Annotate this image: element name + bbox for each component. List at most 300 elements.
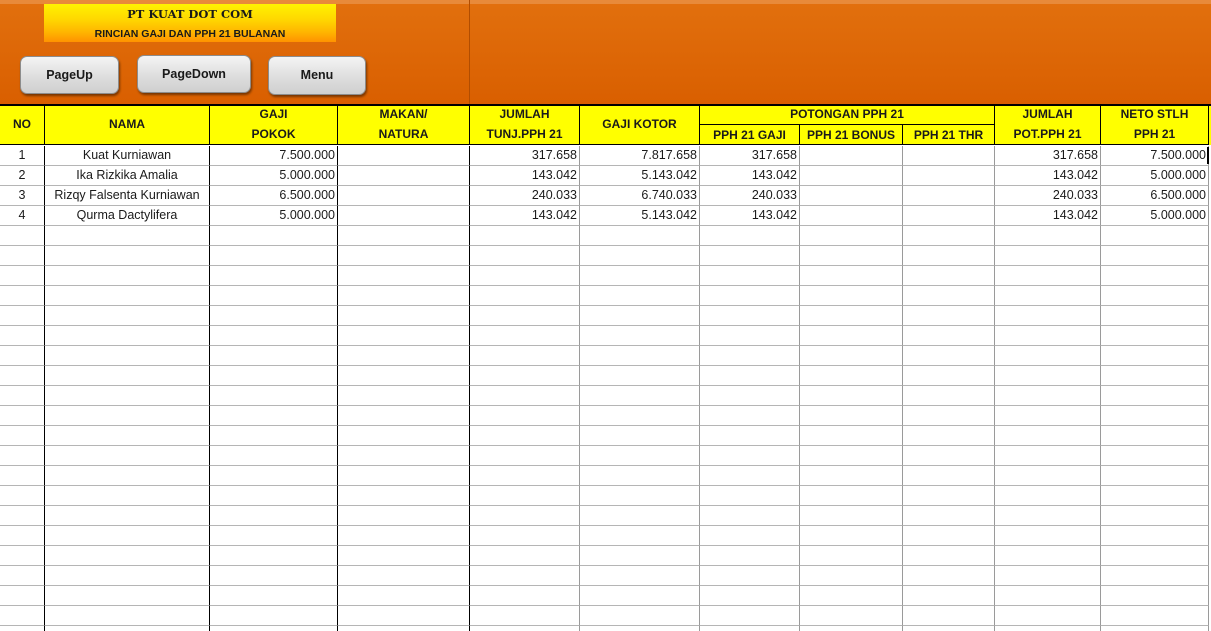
cell-gaji-pokok[interactable]: 5.000.000 (210, 206, 338, 226)
cell-pph21-bonus[interactable] (800, 326, 903, 346)
cell-jumlah-tunj[interactable] (470, 486, 580, 506)
cell-jumlah-pot[interactable] (995, 306, 1101, 326)
cell-makan-natura[interactable] (338, 626, 470, 631)
cell-jumlah-tunj[interactable] (470, 266, 580, 286)
cell-jumlah-tunj[interactable] (470, 246, 580, 266)
cell-no[interactable] (0, 426, 45, 446)
cell-jumlah-pot[interactable] (995, 546, 1101, 566)
cell-pph21-bonus[interactable] (800, 466, 903, 486)
cell-makan-natura[interactable] (338, 366, 470, 386)
cell-gaji-pokok[interactable] (210, 626, 338, 631)
col-header-nama: NAMA (45, 104, 210, 145)
cell-nama[interactable] (45, 626, 210, 631)
cell-pph21-thr[interactable] (903, 146, 995, 166)
cell-nama[interactable] (45, 546, 210, 566)
cell-pph21-bonus[interactable] (800, 566, 903, 586)
cell-neto[interactable] (1101, 306, 1209, 326)
cell-pph21-bonus[interactable] (800, 526, 903, 546)
cell-jumlah-tunj[interactable] (470, 426, 580, 446)
cell-gaji-pokok[interactable] (210, 446, 338, 466)
cell-pph21-thr[interactable] (903, 426, 995, 446)
cell-pph21-thr[interactable] (903, 526, 995, 546)
cell-jumlah-pot[interactable] (995, 566, 1101, 586)
cell-gaji-kotor[interactable] (580, 426, 700, 446)
cell-jumlah-pot[interactable] (995, 406, 1101, 426)
cell-jumlah-tunj[interactable] (470, 226, 580, 246)
cell-pph21-thr[interactable] (903, 306, 995, 326)
cell-gaji-pokok[interactable] (210, 486, 338, 506)
cell-pph21-gaji[interactable] (700, 566, 800, 586)
cell-no[interactable]: 4 (0, 206, 45, 226)
cell-gaji-pokok[interactable] (210, 246, 338, 266)
col-header-jumlah-tunj: JUMLAH TUNJ.PPH 21 (470, 104, 580, 145)
cell-nama[interactable]: Ika Rizkika Amalia (45, 166, 210, 186)
cell-gaji-pokok[interactable] (210, 346, 338, 366)
cell-gaji-kotor[interactable]: 7.817.658 (580, 146, 700, 166)
cell-jumlah-pot[interactable] (995, 346, 1101, 366)
cell-neto[interactable] (1101, 426, 1209, 446)
cell-pph21-thr[interactable] (903, 246, 995, 266)
cell-nama[interactable] (45, 566, 210, 586)
cell-neto[interactable] (1101, 486, 1209, 506)
cell-pph21-gaji[interactable] (700, 506, 800, 526)
cell-gaji-pokok[interactable] (210, 526, 338, 546)
cell-gaji-kotor[interactable] (580, 586, 700, 606)
cell-jumlah-pot[interactable] (995, 486, 1101, 506)
cell-nama[interactable] (45, 506, 210, 526)
cell-gaji-kotor[interactable] (580, 346, 700, 366)
cell-pph21-bonus[interactable] (800, 406, 903, 426)
cell-makan-natura[interactable] (338, 566, 470, 586)
empty-row (0, 446, 1211, 466)
cell-jumlah-tunj[interactable]: 143.042 (470, 206, 580, 226)
cell-no[interactable] (0, 266, 45, 286)
empty-row (0, 406, 1211, 426)
cell-gaji-kotor[interactable]: 5.143.042 (580, 206, 700, 226)
cell-pph21-gaji[interactable] (700, 226, 800, 246)
table-row (0, 146, 1211, 166)
cell-jumlah-pot[interactable] (995, 326, 1101, 346)
cell-gaji-kotor[interactable] (580, 306, 700, 326)
cell-gaji-kotor[interactable] (580, 526, 700, 546)
cell-gaji-pokok[interactable] (210, 366, 338, 386)
cell-nama[interactable] (45, 606, 210, 626)
empty-row (0, 306, 1211, 326)
cell-neto[interactable] (1101, 246, 1209, 266)
cell-pph21-bonus[interactable] (800, 186, 903, 206)
cell-gaji-kotor[interactable]: 6.740.033 (580, 186, 700, 206)
cell-pph21-bonus[interactable] (800, 166, 903, 186)
cell-nama[interactable]: Kuat Kurniawan (45, 146, 210, 166)
cell-pph21-thr[interactable] (903, 366, 995, 386)
cell-pph21-gaji[interactable] (700, 446, 800, 466)
cell-jumlah-tunj[interactable] (470, 626, 580, 631)
cell-pph21-thr[interactable] (903, 506, 995, 526)
col-header-pph21-thr: PPH 21 THR (903, 125, 995, 145)
empty-row (0, 506, 1211, 526)
empty-row (0, 346, 1211, 366)
cell-gaji-pokok[interactable] (210, 286, 338, 306)
cell-neto[interactable] (1101, 606, 1209, 626)
cell-jumlah-pot[interactable] (995, 366, 1101, 386)
cell-gaji-pokok[interactable]: 5.000.000 (210, 166, 338, 186)
cell-gaji-kotor[interactable] (580, 446, 700, 466)
menu-button[interactable]: Menu (268, 56, 366, 95)
cell-makan-natura[interactable] (338, 386, 470, 406)
cell-pph21-gaji[interactable] (700, 266, 800, 286)
cell-jumlah-pot[interactable] (995, 626, 1101, 631)
cell-neto[interactable]: 5.000.000 (1101, 166, 1209, 186)
cell-makan-natura[interactable] (338, 506, 470, 526)
cell-pph21-gaji[interactable] (700, 426, 800, 446)
empty-row (0, 246, 1211, 266)
cell-pph21-bonus[interactable] (800, 486, 903, 506)
cell-jumlah-tunj[interactable] (470, 546, 580, 566)
cell-no[interactable] (0, 446, 45, 466)
cell-pph21-gaji[interactable] (700, 546, 800, 566)
cell-pph21-gaji[interactable] (700, 386, 800, 406)
cell-no[interactable] (0, 346, 45, 366)
cell-no[interactable] (0, 226, 45, 246)
cell-pph21-bonus[interactable] (800, 286, 903, 306)
cell-pph21-gaji[interactable] (700, 346, 800, 366)
cell-gaji-pokok[interactable] (210, 226, 338, 246)
cell-makan-natura[interactable] (338, 206, 470, 226)
col-header-jumlah-pot: JUMLAH POT.PPH 21 (995, 104, 1101, 145)
cell-jumlah-tunj[interactable] (470, 386, 580, 406)
empty-row (0, 326, 1211, 346)
cell-pph21-thr[interactable] (903, 586, 995, 606)
table-row (0, 166, 1211, 186)
cell-nama[interactable] (45, 286, 210, 306)
cell-pph21-bonus[interactable] (800, 446, 903, 466)
cell-no[interactable] (0, 486, 45, 506)
empty-row (0, 366, 1211, 386)
cell-gaji-pokok[interactable] (210, 406, 338, 426)
cell-no[interactable]: 1 (0, 146, 45, 166)
cell-neto[interactable] (1101, 506, 1209, 526)
cell-nama[interactable] (45, 466, 210, 486)
cell-pph21-thr[interactable] (903, 346, 995, 366)
cell-makan-natura[interactable] (338, 466, 470, 486)
cell-gaji-pokok[interactable]: 6.500.000 (210, 186, 338, 206)
cell-jumlah-pot[interactable] (995, 246, 1101, 266)
cell-jumlah-pot[interactable] (995, 426, 1101, 446)
cell-pph21-gaji[interactable] (700, 466, 800, 486)
cell-gaji-pokok[interactable] (210, 306, 338, 326)
cell-pph21-gaji[interactable] (700, 606, 800, 626)
cell-no[interactable] (0, 326, 45, 346)
cell-makan-natura[interactable] (338, 286, 470, 306)
cell-nama[interactable] (45, 586, 210, 606)
cell-jumlah-tunj[interactable]: 240.033 (470, 186, 580, 206)
cell-nama[interactable]: Qurma Dactylifera (45, 206, 210, 226)
cell-gaji-kotor[interactable] (580, 466, 700, 486)
cell-nama[interactable] (45, 306, 210, 326)
cell-pph21-bonus[interactable] (800, 146, 903, 166)
cell-neto[interactable] (1101, 526, 1209, 546)
cell-no[interactable] (0, 506, 45, 526)
cell-nama[interactable]: Rizqy Falsenta Kurniawan (45, 186, 210, 206)
cell-jumlah-pot[interactable] (995, 446, 1101, 466)
cell-pph21-thr[interactable] (903, 486, 995, 506)
cell-neto[interactable] (1101, 626, 1209, 631)
cell-no[interactable] (0, 366, 45, 386)
cell-gaji-kotor[interactable] (580, 286, 700, 306)
cell-pph21-thr[interactable] (903, 466, 995, 486)
cell-jumlah-tunj[interactable] (470, 586, 580, 606)
cell-pph21-bonus[interactable] (800, 306, 903, 326)
cell-makan-natura[interactable] (338, 226, 470, 246)
cell-makan-natura[interactable] (338, 486, 470, 506)
cell-gaji-pokok[interactable] (210, 546, 338, 566)
cell-pph21-thr[interactable] (903, 566, 995, 586)
cell-makan-natura[interactable] (338, 526, 470, 546)
cell-pph21-gaji[interactable] (700, 286, 800, 306)
cell-neto[interactable] (1101, 586, 1209, 606)
cell-gaji-kotor[interactable] (580, 366, 700, 386)
cell-pph21-bonus[interactable] (800, 346, 903, 366)
cell-nama[interactable] (45, 266, 210, 286)
cell-pph21-gaji[interactable]: 240.033 (700, 186, 800, 206)
cell-no[interactable] (0, 586, 45, 606)
cell-jumlah-tunj[interactable] (470, 286, 580, 306)
cell-gaji-pokok[interactable] (210, 586, 338, 606)
cell-gaji-kotor[interactable] (580, 486, 700, 506)
cell-jumlah-pot[interactable] (995, 266, 1101, 286)
cell-nama[interactable] (45, 246, 210, 266)
cell-neto[interactable] (1101, 326, 1209, 346)
cell-neto[interactable] (1101, 446, 1209, 466)
cell-jumlah-pot[interactable]: 143.042 (995, 206, 1101, 226)
cell-makan-natura[interactable] (338, 246, 470, 266)
cell-pph21-gaji[interactable] (700, 326, 800, 346)
cell-nama[interactable] (45, 426, 210, 446)
cell-neto[interactable]: 6.500.000 (1101, 186, 1209, 206)
cell-gaji-pokok[interactable] (210, 606, 338, 626)
cell-gaji-pokok[interactable] (210, 506, 338, 526)
cell-gaji-pokok[interactable] (210, 386, 338, 406)
cell-no[interactable] (0, 466, 45, 486)
cell-pph21-thr[interactable] (903, 206, 995, 226)
cell-pph21-gaji[interactable] (700, 306, 800, 326)
cell-jumlah-tunj[interactable] (470, 406, 580, 426)
cell-makan-natura[interactable] (338, 546, 470, 566)
cell-pph21-gaji[interactable]: 143.042 (700, 166, 800, 186)
cell-pph21-bonus[interactable] (800, 246, 903, 266)
cell-gaji-pokok[interactable]: 7.500.000 (210, 146, 338, 166)
cell-jumlah-pot[interactable]: 143.042 (995, 166, 1101, 186)
cell-jumlah-pot[interactable] (995, 286, 1101, 306)
cell-gaji-pokok[interactable] (210, 466, 338, 486)
cell-gaji-pokok[interactable] (210, 426, 338, 446)
cell-gaji-kotor[interactable] (580, 326, 700, 346)
cell-jumlah-tunj[interactable] (470, 606, 580, 626)
cell-makan-natura[interactable] (338, 346, 470, 366)
cell-no[interactable] (0, 246, 45, 266)
cell-neto[interactable] (1101, 466, 1209, 486)
empty-row (0, 426, 1211, 446)
cell-no[interactable] (0, 566, 45, 586)
cell-makan-natura[interactable] (338, 266, 470, 286)
cell-makan-natura[interactable] (338, 186, 470, 206)
cell-pph21-thr[interactable] (903, 226, 995, 246)
title-box (44, 4, 336, 42)
cell-jumlah-pot[interactable] (995, 526, 1101, 546)
cell-jumlah-pot[interactable] (995, 606, 1101, 626)
cell-neto[interactable] (1101, 346, 1209, 366)
cell-neto[interactable] (1101, 286, 1209, 306)
cell-no[interactable]: 3 (0, 186, 45, 206)
empty-row (0, 606, 1211, 626)
cell-pph21-gaji[interactable] (700, 366, 800, 386)
cell-gaji-pokok[interactable] (210, 566, 338, 586)
empty-row (0, 226, 1211, 246)
cell-gaji-kotor[interactable]: 5.143.042 (580, 166, 700, 186)
cell-pph21-gaji[interactable]: 143.042 (700, 206, 800, 226)
cell-jumlah-tunj[interactable] (470, 326, 580, 346)
cell-pph21-bonus[interactable] (800, 546, 903, 566)
col-header-pph21-bonus: PPH 21 BONUS (800, 125, 903, 145)
cell-makan-natura[interactable] (338, 406, 470, 426)
cell-pph21-thr[interactable] (903, 606, 995, 626)
cell-neto[interactable]: 5.000.000 (1101, 206, 1209, 226)
cell-jumlah-tunj[interactable] (470, 566, 580, 586)
cell-pph21-bonus[interactable] (800, 266, 903, 286)
cell-jumlah-pot[interactable] (995, 386, 1101, 406)
cell-neto[interactable]: 7.500.000 (1101, 146, 1209, 166)
cell-jumlah-tunj[interactable]: 143.042 (470, 166, 580, 186)
cell-pph21-bonus[interactable] (800, 426, 903, 446)
cell-pph21-thr[interactable] (903, 186, 995, 206)
cell-gaji-kotor[interactable] (580, 626, 700, 631)
cell-pph21-thr[interactable] (903, 446, 995, 466)
cell-nama[interactable] (45, 346, 210, 366)
cell-gaji-kotor[interactable] (580, 506, 700, 526)
cell-gaji-pokok[interactable] (210, 266, 338, 286)
cell-neto[interactable] (1101, 546, 1209, 566)
cell-no[interactable] (0, 306, 45, 326)
cell-pph21-gaji[interactable] (700, 586, 800, 606)
cell-pph21-bonus[interactable] (800, 226, 903, 246)
cell-makan-natura[interactable] (338, 446, 470, 466)
cell-makan-natura[interactable] (338, 326, 470, 346)
cell-jumlah-tunj[interactable] (470, 306, 580, 326)
cell-pph21-gaji[interactable] (700, 526, 800, 546)
cell-pph21-gaji[interactable] (700, 246, 800, 266)
empty-row (0, 466, 1211, 486)
cell-no[interactable] (0, 386, 45, 406)
cell-makan-natura[interactable] (338, 306, 470, 326)
cell-neto[interactable] (1101, 386, 1209, 406)
cell-jumlah-pot[interactable] (995, 226, 1101, 246)
cell-jumlah-tunj[interactable] (470, 466, 580, 486)
cell-pph21-bonus[interactable] (800, 606, 903, 626)
cell-makan-natura[interactable] (338, 166, 470, 186)
cell-pph21-bonus[interactable] (800, 386, 903, 406)
cell-jumlah-tunj[interactable] (470, 346, 580, 366)
cell-pph21-gaji[interactable] (700, 486, 800, 506)
col-header-gaji-kotor: GAJI KOTOR (580, 104, 700, 145)
cell-pph21-gaji[interactable] (700, 626, 800, 631)
cell-nama[interactable] (45, 486, 210, 506)
cell-jumlah-tunj[interactable]: 317.658 (470, 146, 580, 166)
cell-pph21-thr[interactable] (903, 286, 995, 306)
cell-pph21-thr[interactable] (903, 326, 995, 346)
cell-gaji-kotor[interactable] (580, 406, 700, 426)
cell-jumlah-pot[interactable] (995, 506, 1101, 526)
cell-gaji-kotor[interactable] (580, 246, 700, 266)
cell-gaji-kotor[interactable] (580, 226, 700, 246)
cell-pph21-gaji[interactable]: 317.658 (700, 146, 800, 166)
cell-no[interactable] (0, 626, 45, 631)
cell-makan-natura[interactable] (338, 606, 470, 626)
cell-jumlah-tunj[interactable] (470, 366, 580, 386)
cell-nama[interactable] (45, 366, 210, 386)
cell-pph21-bonus[interactable] (800, 206, 903, 226)
cell-pph21-thr[interactable] (903, 386, 995, 406)
cell-no[interactable]: 2 (0, 166, 45, 186)
cell-makan-natura[interactable] (338, 426, 470, 446)
cell-pph21-bonus[interactable] (800, 626, 903, 631)
cell-makan-natura[interactable] (338, 146, 470, 166)
cell-pph21-bonus[interactable] (800, 586, 903, 606)
cell-gaji-kotor[interactable] (580, 386, 700, 406)
cell-nama[interactable] (45, 386, 210, 406)
cell-jumlah-pot[interactable] (995, 586, 1101, 606)
cell-no[interactable] (0, 606, 45, 626)
pagedown-button[interactable]: PageDown (137, 55, 251, 93)
pageup-button[interactable]: PageUp (20, 56, 119, 94)
cell-jumlah-tunj[interactable] (470, 446, 580, 466)
cell-nama[interactable] (45, 526, 210, 546)
cell-nama[interactable] (45, 226, 210, 246)
cell-pph21-thr[interactable] (903, 406, 995, 426)
cell-neto[interactable] (1101, 566, 1209, 586)
cell-gaji-kotor[interactable] (580, 566, 700, 586)
cell-gaji-kotor[interactable] (580, 606, 700, 626)
cell-jumlah-tunj[interactable] (470, 506, 580, 526)
cell-jumlah-pot[interactable] (995, 466, 1101, 486)
cell-no[interactable] (0, 546, 45, 566)
cell-neto[interactable] (1101, 406, 1209, 426)
cell-pph21-thr[interactable] (903, 546, 995, 566)
cell-nama[interactable] (45, 326, 210, 346)
cell-nama[interactable] (45, 446, 210, 466)
cell-pph21-thr[interactable] (903, 626, 995, 631)
cell-pph21-bonus[interactable] (800, 506, 903, 526)
empty-row (0, 626, 1211, 631)
cell-pph21-gaji[interactable] (700, 406, 800, 426)
cell-neto[interactable] (1101, 226, 1209, 246)
cell-jumlah-pot[interactable]: 240.033 (995, 186, 1101, 206)
cell-no[interactable] (0, 286, 45, 306)
cell-neto[interactable] (1101, 366, 1209, 386)
cell-no[interactable] (0, 526, 45, 546)
cell-pph21-bonus[interactable] (800, 366, 903, 386)
cell-pph21-thr[interactable] (903, 166, 995, 186)
cell-gaji-kotor[interactable] (580, 266, 700, 286)
cell-no[interactable] (0, 406, 45, 426)
cell-pph21-thr[interactable] (903, 266, 995, 286)
cell-gaji-kotor[interactable] (580, 546, 700, 566)
cell-nama[interactable] (45, 406, 210, 426)
cell-jumlah-pot[interactable]: 317.658 (995, 146, 1101, 166)
cell-jumlah-tunj[interactable] (470, 526, 580, 546)
cell-neto[interactable] (1101, 266, 1209, 286)
cell-gaji-pokok[interactable] (210, 326, 338, 346)
cell-makan-natura[interactable] (338, 586, 470, 606)
